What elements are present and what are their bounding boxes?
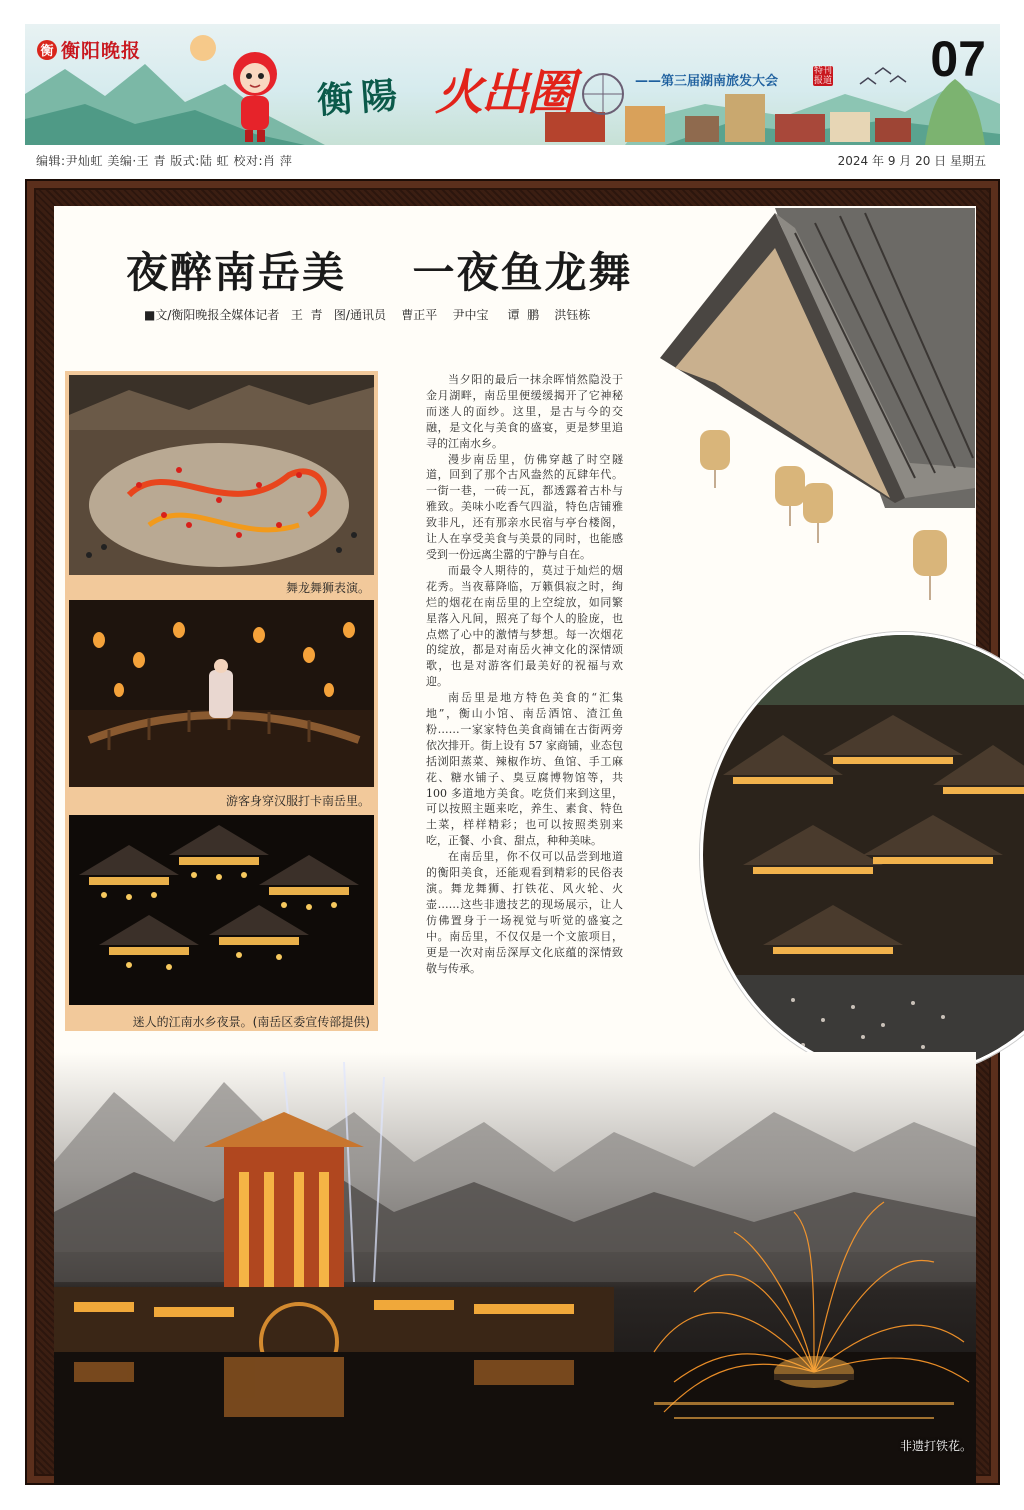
newspaper-logo xyxy=(37,36,141,63)
caption-dragon-dance: 舞龙舞狮表演。 xyxy=(285,581,370,595)
dragon-dance-image xyxy=(69,375,374,575)
masthead-banner xyxy=(25,24,1000,145)
article-paragraph: 当夕阳的最后一抹余晖悄然隐没于金月湖畔，南岳里便缓缓揭开了它神秘而迷人的面纱。这里，是古与今的交融，是文化与美食的盛宴，更是梦里追寻的江南水乡。 xyxy=(426,373,623,450)
caption-iron-flower: 非遗打铁花。 xyxy=(900,1439,973,1453)
special-edition-seal: 特刊报道 xyxy=(813,66,832,86)
water-town-image xyxy=(69,815,374,1005)
photo-water-town-night xyxy=(69,815,374,1005)
article-paragraph: 在南岳里，你不仅可以品尝到地道的衡阳美食，还能观看到精彩的民俗表演。舞龙舞狮、打铁花、风火轮、火壶……这些非遗技艺的现场展示，让人仿佛置身于一场视觉与听觉的盛宴之中。南岳里，不仅仅是一个文旅项目，更是一次对南岳深厚文化底蕴的深情致敬与传承。 xyxy=(426,850,623,975)
iron-flower-image xyxy=(54,1052,976,1485)
article-paragraph: 漫步南岳里，仿佛穿越了时空隧道，回到了那个古风盎然的瓦肆年代。一街一巷，一砖一瓦，都透露着古朴与雅致。美味小吃香气四溢，特色店铺雅致非凡，还有那亲水民宿与亭台楼阁，让人在享受美食与美景的同时，也能感受到一份远离尘嚣的宁静与自在。 xyxy=(426,452,623,561)
caption-water-town: 迷人的江南水乡夜景。(南岳区委宣传部提供) xyxy=(132,1015,370,1029)
page-number: 07 xyxy=(930,31,986,87)
editors-credit: 编辑:尹灿虹 美编·王 青 版式:陆 虹 校对:肖 萍 xyxy=(36,154,293,168)
title-hengyang: 衡陽 xyxy=(315,73,407,123)
article-paragraph: 而最令人期待的，莫过于灿烂的烟花秀。当夜幕降临，万籁俱寂之时，绚烂的烟花在南岳里的上空绽放，如同繁星落入凡间，照亮了每个人的脸庞，也点燃了心中的激情与梦想。每一次烟花的绽放，都是对南岳火神文化的深情颂歌，也是对游客们最美好的祝福与欢迎。 xyxy=(426,563,623,689)
photo-iron-flower-panorama xyxy=(54,1052,976,1485)
article-headline: 夜醉南岳美 一夜鱼龙舞 xyxy=(126,248,633,297)
photo-dragon-lion-dance xyxy=(69,375,374,575)
article-byline: ■文/衡阳晚报全媒体记者 王 青 图/通讯员 曹正平 尹中宝 谭 鹏 洪钰栋 xyxy=(144,308,591,322)
publication-date: 2024 年 9 月 20 日 星期五 xyxy=(837,154,986,168)
caption-hanfu: 游客身穿汉服打卡南岳里。 xyxy=(225,794,370,808)
title-huochuquan: 火出圈 xyxy=(435,65,574,121)
conference-name: ——第三届湖南旅发大会 xyxy=(635,74,779,89)
hanfu-image xyxy=(69,600,374,787)
newspaper-name: 衡阳晚报 xyxy=(61,40,142,62)
mascot-illustration xyxy=(215,46,295,145)
logo-icon: 衡 xyxy=(37,40,57,60)
roof-eaves-lanterns-illustration xyxy=(655,208,975,628)
article-body xyxy=(426,372,623,976)
photo-hanfu-visitors xyxy=(69,600,374,787)
article-paragraph: 南岳里是地方特色美食的“汇集地”，衡山小馆、南岳酒馆、渣江鱼粉……一家家特色美食商铺在古街两旁依次排开。街上设有 57 家商铺，业态包括浏阳蒸菜、辣椒作坊、鱼馆、手工麻花、糖水铺子、臭豆腐博物馆等，共 100 多道地方美食。吃货们来到这里，可以按照主题来吃，养生、素食、特色土菜，样样精彩；也可以按照类别来吃，正餐、小食、甜点，种种美味。 xyxy=(426,691,623,848)
photo-column xyxy=(65,371,378,1031)
